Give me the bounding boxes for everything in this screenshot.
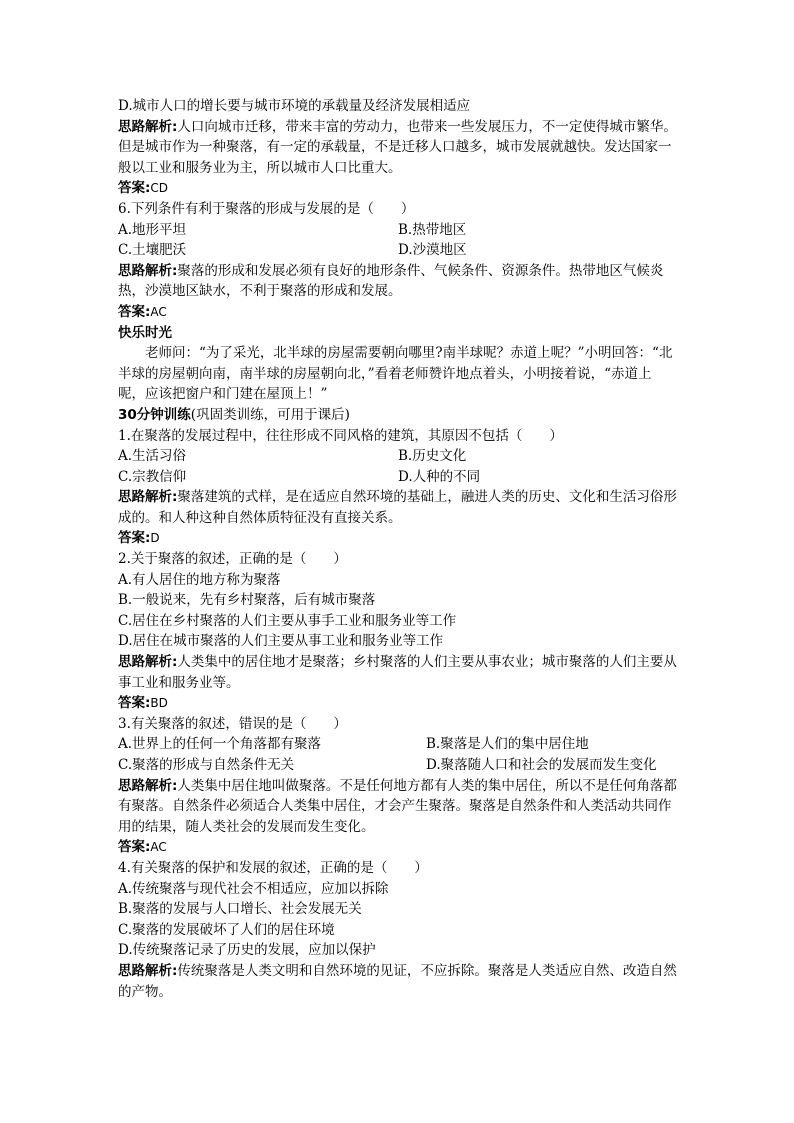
options-row: [118, 467, 678, 488]
answer-value: BD: [150, 696, 168, 711]
section-heading-happy: 快乐时光: [118, 324, 172, 341]
analysis-label: 思路解析:: [118, 118, 178, 135]
answer-value: AC: [150, 304, 167, 319]
answer: [118, 693, 678, 714]
answer: [118, 837, 678, 858]
analysis-label: 思路解析:: [118, 962, 178, 979]
option-c: C.宗教信仰: [118, 468, 187, 485]
analysis-text: 人类集中居住地叫做聚落。不是任何地方都有人类的集中居住，所以不是任何角落都有聚落。自然条件必须适合人类集中居住，才会产生聚落。聚落是自然条件和人类活动共同作用的结果，随人类社会的发展而发生变化。: [118, 777, 677, 835]
answer: [118, 302, 678, 323]
question-6: 6.下列条件有利于聚落的形成与发展的是（ ）: [118, 200, 415, 217]
answer-label: 答案:: [118, 180, 151, 197]
option-b: B.聚落的发展与人口增长、社会发展无关: [118, 901, 362, 918]
option-d: D.城市人口的增长要与城市环境的承载量及经济发展相适应: [118, 98, 471, 114]
option-b: B.历史文化: [398, 448, 467, 465]
options-row: [118, 240, 678, 261]
answer: [118, 178, 678, 199]
answer-label: 答案:: [118, 839, 151, 856]
option-d: D.居住在城市聚落的人们主要从事工业和服务业等工作: [118, 633, 444, 650]
document-page: [118, 96, 678, 1002]
answer-value: CD: [150, 181, 169, 196]
options-row: [118, 220, 678, 241]
options-row: [118, 734, 678, 755]
option-c: C.居住在乡村聚落的人们主要从事手工业和服务业等工作: [118, 612, 457, 629]
analysis-text: 传统聚落是人类文明和自然环境的见证，不应拆除。聚落是人类适应自然、改造自然的产物。: [118, 962, 677, 1000]
analysis: [118, 117, 678, 179]
option-d: D.沙漠地区: [398, 242, 467, 259]
answer-value: AC: [150, 840, 167, 855]
analysis: [118, 652, 678, 693]
option-d: D.传统聚落记录了历史的发展，应加以保护: [118, 942, 376, 959]
answer-label: 答案:: [118, 303, 151, 320]
option-c: C.聚落的形成与自然条件无关: [118, 757, 295, 773]
answer: [118, 528, 678, 549]
analysis-label: 思路解析:: [118, 489, 178, 506]
option-a: A.世界上的任何一个角落都有聚落: [118, 736, 322, 753]
happy-text: 老师问：“为了采光，北半球的房屋需要朝向哪里?南半球呢？赤道上呢？”小明回答：“北半球的房屋朝向南，南半球的房屋朝向北，”看着老师赞许地点着头，小明接着说，“赤道上呢，应该把窗户和门建在屋顶上！”: [118, 345, 673, 403]
training-title: 30分钟训练: [118, 406, 191, 423]
option-a: A.地形平坦: [118, 221, 187, 238]
analysis-text: 聚落的形成和发展必须有良好的地形条件、气候条件、资源条件。热带地区气候炎热，沙漠地区缺水，不利于聚落的形成和发展。: [118, 262, 664, 300]
option-c: C.聚落的发展破坏了人们的居住环境: [118, 921, 335, 938]
answer-label: 答案:: [118, 695, 151, 712]
question-4: 4.有关聚落的保护和发展的叙述，正确的是（ ）: [118, 859, 428, 876]
option-d: D.聚落随人口和社会的发展而发生变化: [426, 757, 657, 773]
question-2: 2.关于聚落的叙述，正确的是（ ）: [118, 551, 347, 568]
analysis-label: 思路解析:: [118, 262, 178, 279]
option-d: D.人种的不同: [398, 468, 481, 485]
answer-value: D: [150, 531, 160, 546]
option-a: A.有人居住的地方称为聚落: [118, 571, 281, 588]
option-a: A.传统聚落与现代社会不相适应，应加以拆除: [118, 880, 389, 897]
training-note: (巩固类训练，可用于课后): [190, 406, 350, 423]
option-b: B.聚落是人们的集中居住地: [426, 736, 589, 753]
analysis-label: 思路解析:: [118, 777, 178, 794]
options-row: [118, 446, 678, 467]
question-3: 3.有关聚落的叙述，错误的是（ ）: [118, 715, 347, 732]
analysis-label: 思路解析:: [118, 654, 178, 671]
option-a: A.生活习俗: [118, 448, 187, 465]
training-heading: [118, 405, 678, 426]
analysis-text: 聚落建筑的式样，是在适应自然环境的基础上，融进人类的历史、文化和生活习俗形成的。和人种这种自然体质特征没有直接关系。: [118, 489, 677, 526]
question-1: 1.在聚落的发展过程中，往往形成不同风格的建筑，其原因不包括（ ）: [118, 427, 563, 444]
answer-label: 答案:: [118, 530, 151, 547]
analysis: [118, 261, 678, 302]
options-row: [118, 755, 678, 776]
analysis: [118, 961, 678, 1002]
analysis: [118, 487, 678, 528]
analysis-text: 人口向城市迁移，带来丰富的劳动力，也带来一些发展压力，不一定使得城市繁华。但是城市作为一种聚落，有一定的承载量，不是迁移人口越多，城市发展就越快。发达国家一般以工业和服务业为主，所以城市人口比重大。: [118, 118, 677, 176]
analysis-text: 人类集中的居住地才是聚落；乡村聚落的人们主要从事农业；城市聚落的人们主要从事工业和服务业等。: [118, 654, 677, 691]
option-c: C.土壤肥沃: [118, 242, 187, 259]
analysis: [118, 776, 678, 838]
option-b: B.一般说来，先有乡村聚落，后有城市聚落: [118, 592, 376, 609]
option-b: B.热带地区: [398, 221, 467, 238]
